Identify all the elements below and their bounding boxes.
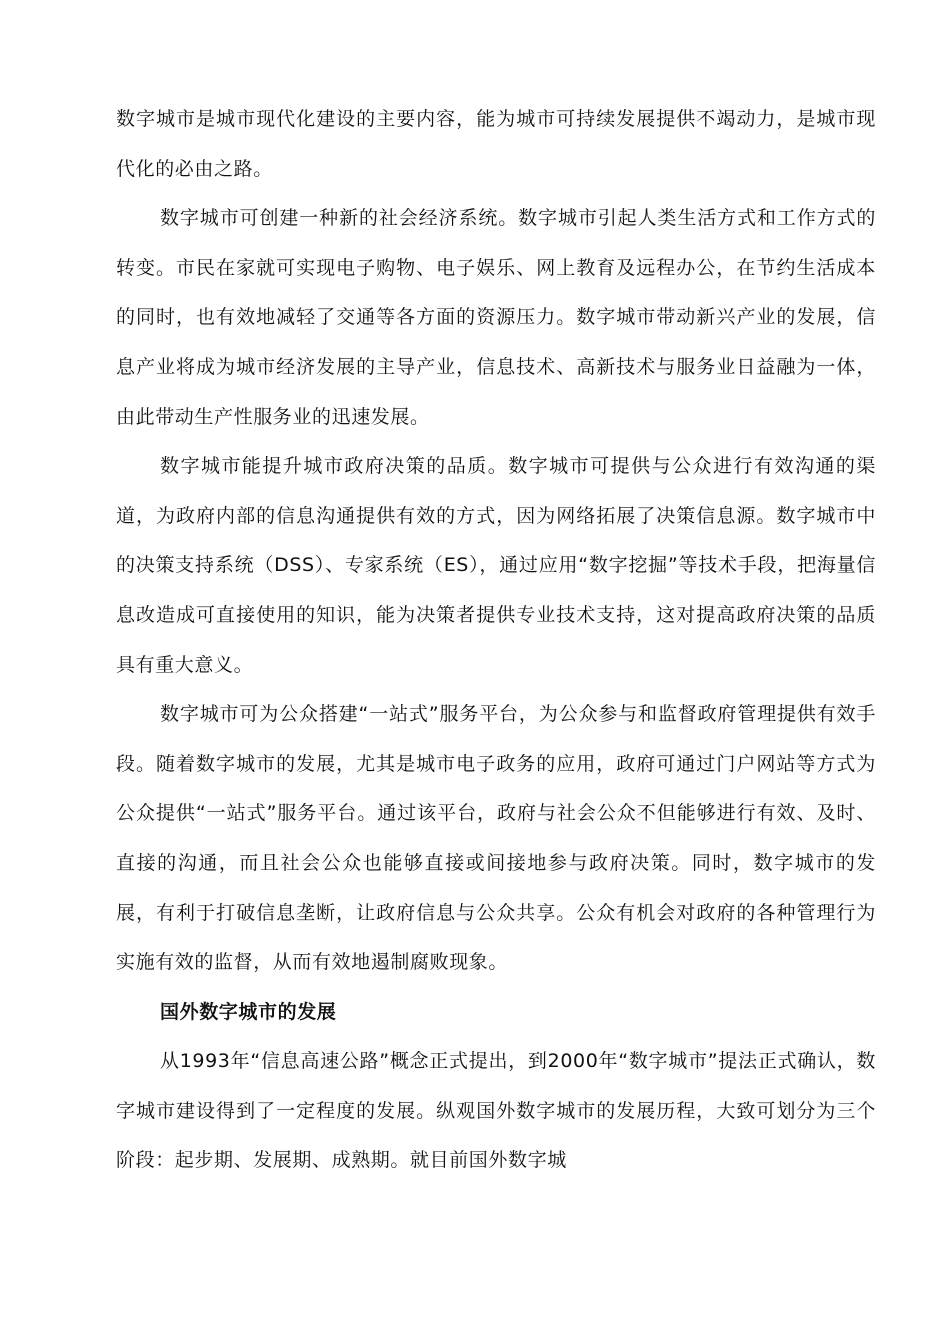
- paragraph-one-stop-service: 数字城市可为公众搭建“一站式”服务平台，为公众参与和监督政府管理提供有效手段。随着数字城市的发展，尤其是城市电子政务的应用，政府可通过门户网站等方式为公众提供“一站式”服务平台。通过该平台，政府与社会公众不但能够进行有效、及时、直接的沟通，而且社会公众也能够直接或间接地参与政府决策。同时，数字城市的发展，有利于打破信息垄断，让政府信息与公众共享。公众有机会对政府的各种管理行为实施有效的监督，从而有效地遏制腐败现象。: [116, 703, 876, 974]
- paragraph-intro: 数字城市是城市现代化建设的主要内容，能为城市可持续发展提供不竭动力，是城市现代化的必由之路。: [116, 108, 876, 180]
- section-heading: 国外数字城市的发展: [160, 1000, 337, 1023]
- paragraph-government-decision: 数字城市能提升城市政府决策的品质。数字城市可提供与公众进行有效沟通的渠道，为政府内部的信息沟通提供有效的方式，因为网络拓展了决策信息源。数字城市中的决策支持系统（DSS）、专家系统（ES），通过应用“数字挖掘”等技术手段，把海量信息改造成可直接使用的知识，能为决策者提供专业技术支持，这对提高政府决策的品质具有重大意义。: [116, 455, 876, 676]
- document-page: [116, 95, 876, 1186]
- paragraph-foreign-development: 从1993年“信息高速公路”概念正式提出，到2000年“数字城市”提法正式确认，数字城市建设得到了一定程度的发展。纵观国外数字城市的发展历程，大致可划分为三个阶段：起步期、发展期、成熟期。就目前国外数字城: [116, 1050, 876, 1172]
- paragraph-social-economic-system: 数字城市可创建一种新的社会经济系统。数字城市引起人类生活方式和工作方式的转变。市民在家就可实现电子购物、电子娱乐、网上教育及远程办公，在节约生活成本的同时，也有效地减轻了交通等各方面的资源压力。数字城市带动新兴产业的发展，信息产业将成为城市经济发展的主导产业，信息技术、高新技术与服务业日益融为一体，由此带动生产性服务业的迅速发展。: [116, 207, 876, 428]
